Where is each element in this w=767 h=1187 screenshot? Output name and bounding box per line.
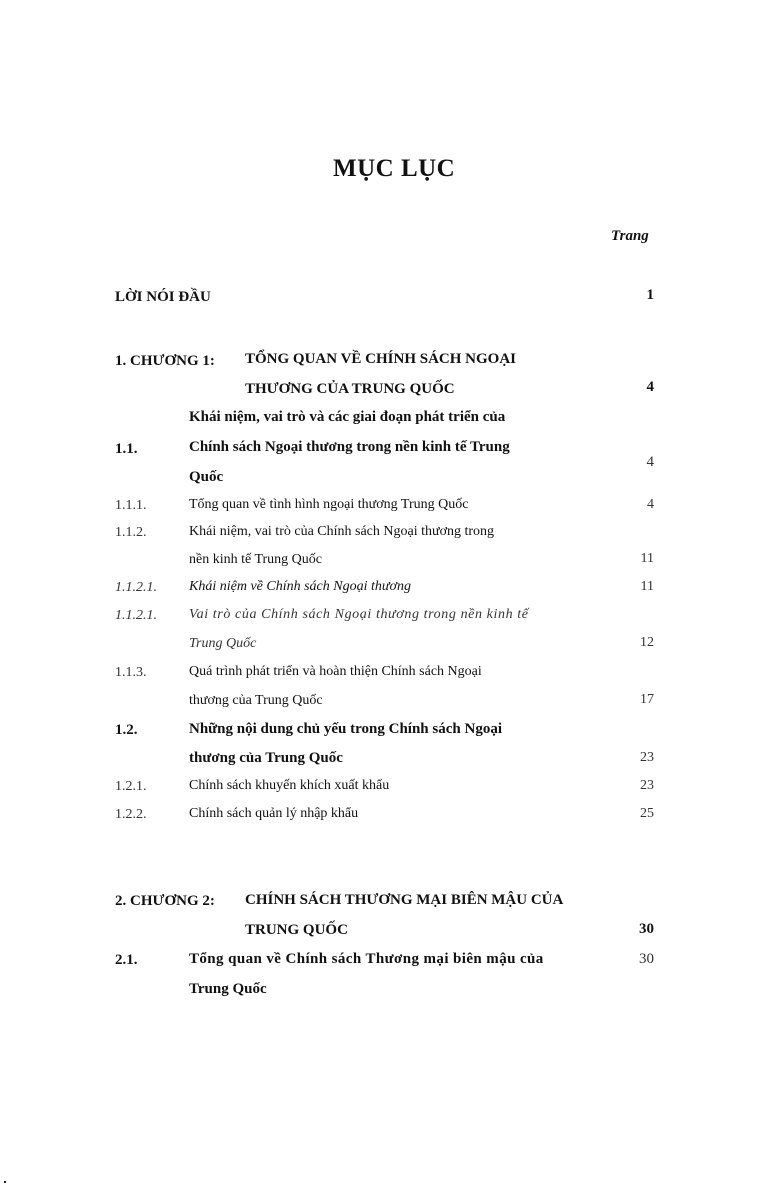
toc-page-number: 30	[639, 951, 654, 967]
toc-section-number: 1.2.	[115, 722, 138, 738]
toc-entry-title-line: thương của Trung Quốc	[189, 693, 323, 708]
toc-entry-title-line: Khái niệm, vai trò của Chính sách Ngoại thương trong	[189, 524, 495, 539]
toc-entry-title-line: TRUNG QUỐC	[245, 922, 348, 938]
page-column-header: Trang	[611, 228, 649, 244]
toc-page-number: 25	[640, 806, 654, 821]
toc-entry-title: LỜI NÓI ĐẦU	[115, 289, 211, 305]
toc-entry-title-line: CHÍNH SÁCH THƯƠNG MẠI BIÊN MẬU CỦA	[245, 892, 564, 908]
toc-entry-title-line: Chính sách quản lý nhập khẩu	[189, 806, 359, 821]
scan-mark	[4, 1181, 6, 1183]
toc-page-number: 4	[646, 379, 654, 395]
toc-section-number: 2.1.	[115, 952, 138, 968]
toc-page-number: 17	[640, 692, 654, 707]
toc-entry-title-line: Tổng quan về Chính sách Thương mại biên mậu của	[189, 951, 544, 967]
toc-entry-title-line: Tổng quan về tình hình ngoại thương Trung Quốc	[189, 497, 469, 512]
toc-section-number: 1.2.1.	[115, 779, 147, 794]
toc-entry-title-line: Khái niệm, vai trò và các giai đoạn phát triển của	[189, 409, 506, 425]
toc-section-number: 1.1.1.	[115, 498, 147, 513]
page-title: MỤC LỤC	[333, 155, 456, 182]
toc-chapter-label: 2. CHƯƠNG 2:	[115, 893, 215, 909]
toc-entry-title-line: Chính sách Ngoại thương trong nền kinh tế Trung	[189, 439, 510, 455]
toc-entry-title-line: THƯƠNG CỦA TRUNG QUỐC	[245, 381, 455, 397]
toc-entry-title-line: Trung Quốc	[189, 636, 257, 651]
toc-entry-title-line: Những nội dung chủ yếu trong Chính sách Ngoại	[189, 721, 502, 737]
toc-page-number: 4	[646, 454, 654, 470]
toc-page-number: 12	[640, 635, 654, 650]
toc-entry-title-line: Chính sách khuyến khích xuất khẩu	[189, 778, 390, 793]
toc-page-number: 23	[640, 750, 654, 765]
toc-page-number: 1	[646, 287, 654, 303]
toc-entry-title-line: Khái niệm về Chính sách Ngoại thương	[189, 579, 411, 594]
toc-page-number: 11	[640, 579, 654, 594]
toc-entry-title-line: Vai trò của Chính sách Ngoại thương trong nền kinh tế	[189, 607, 529, 622]
toc-entry-title-line: TỔNG QUAN VỀ CHÍNH SÁCH NGOẠI	[245, 351, 517, 367]
toc-entry-title-line: Quốc	[189, 469, 224, 485]
toc-section-number: 1.1.2.1.	[115, 580, 157, 595]
toc-entry-title-line: nền kinh tế Trung Quốc	[189, 552, 322, 567]
toc-chapter-label: 1. CHƯƠNG 1:	[115, 353, 215, 369]
toc-page-number: 11	[640, 551, 654, 566]
toc-page-number: 4	[647, 497, 654, 512]
toc-section-number: 1.1.2.1.	[115, 608, 157, 623]
toc-section-number: 1.1.2.	[115, 525, 147, 540]
toc-entry-title-line: Trung Quốc	[189, 981, 267, 997]
toc-section-number: 1.2.2.	[115, 807, 147, 822]
toc-section-number: 1.1.3.	[115, 665, 147, 680]
toc-page-number: 30	[639, 921, 654, 937]
toc-section-number: 1.1.	[115, 441, 138, 457]
toc-entry-title-line: thương của Trung Quốc	[189, 750, 343, 766]
toc-page-number: 23	[640, 778, 654, 793]
toc-entry-title-line: Quá trình phát triển và hoàn thiện Chính sách Ngoại	[189, 664, 482, 679]
